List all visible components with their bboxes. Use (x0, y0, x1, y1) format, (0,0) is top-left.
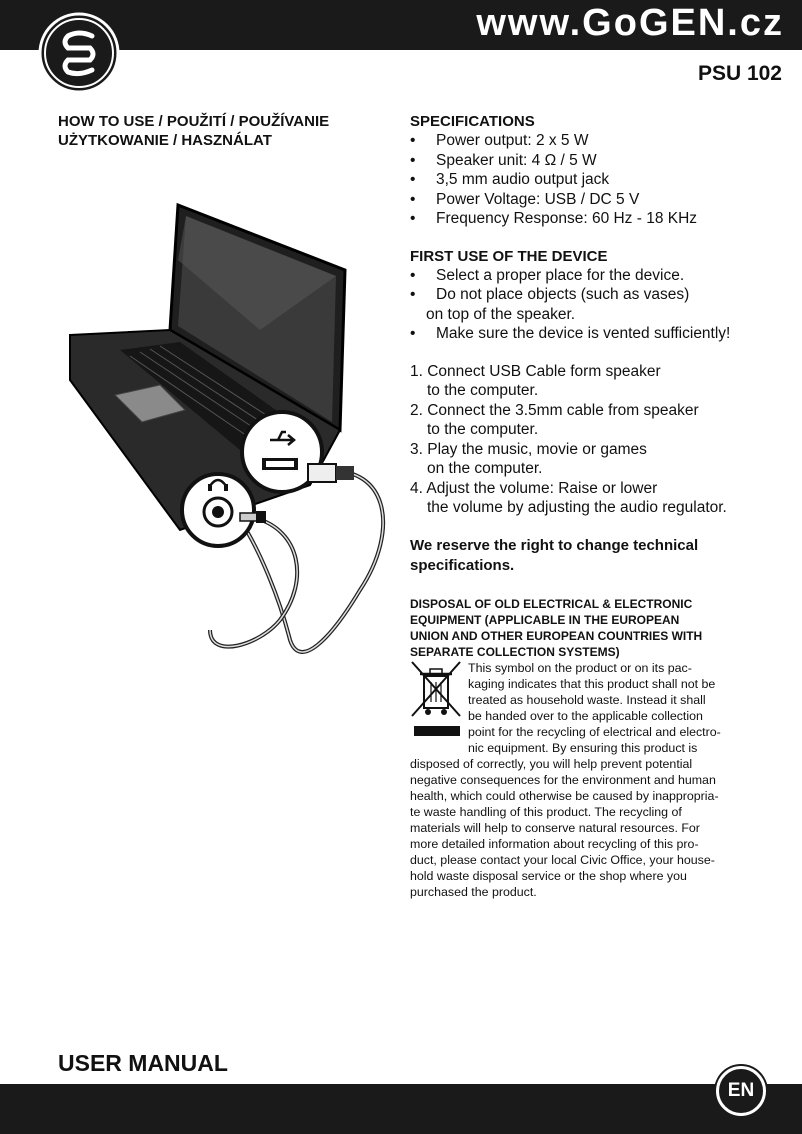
model-number: PSU 102 (697, 62, 782, 85)
step-item: 1. Connect USB Cable form speaker to the computer. (410, 362, 661, 399)
footer-bar (0, 1084, 802, 1134)
disposal-text: This symbol on the product or on its pac- kaging indicates that this product shall not be treated as household waste. Instead it shall be handed over to the applicable collection point for the recycling of electrical and electro- nic equipment. By ensuring this product is disposed of correctly, you will help prevent potential negative consequences for the environment and human health, which could otherwise be caused by inappropria- te waste handling of this product. The recycling of materials will help to conserve natural resources. For more detailed information about recycling of this pro- duct, please contact your local Civic Office, your house- hold waste disposal service or the shop where you purchased the product. (410, 660, 721, 899)
header-bar (0, 0, 802, 50)
right-column (410, 112, 755, 900)
specifications-list (410, 131, 755, 229)
first-use-item: • Select a proper place for the device. (410, 266, 755, 286)
weee-bin-icon (410, 660, 462, 756)
laptop-connection-illustration (60, 200, 400, 670)
spec-item: • Speaker unit: 4 Ω / 5 W (410, 151, 755, 171)
first-use-item: • Do not place objects (such as vases) on top of the speaker. (410, 285, 755, 324)
steps-list (410, 362, 755, 518)
first-use-title: FIRST USE OF THE DEVICE (410, 247, 608, 265)
spec-item: • Power Voltage: USB / DC 5 V (410, 190, 755, 210)
spec-item: • Frequency Response: 60 Hz - 18 KHz (410, 209, 755, 229)
disposal-heading: DISPOSAL OF OLD ELECTRICAL & ELECTRONIC EQUIPMENT (APPLICABLE IN THE EUROPEAN UNION AND OTHER EUROPEAN COUNTRIES WITH SEPARATE COLLECTION SYSTEMS) (410, 596, 703, 659)
step-item: 4. Adjust the volume: Raise or lower the volume by adjusting the audio regulator. (410, 479, 727, 516)
language-badge: EN (716, 1066, 766, 1116)
user-manual-title: USER MANUAL (58, 1050, 228, 1076)
step-item: 3. Play the music, movie or games on the computer. (410, 440, 647, 477)
specifications-title: SPECIFICATIONS (410, 113, 535, 130)
step-item: 2. Connect the 3.5mm cable from speaker to the computer. (410, 401, 699, 438)
site-url: www.GoGEN.cz (476, 2, 784, 44)
spec-item: • Power output: 2 x 5 W (410, 131, 755, 151)
how-to-use-heading: HOW TO USE / POUŽITÍ / POUŽÍVANIE UŻYTKOWANIE / HASZNÁLAT (58, 113, 330, 149)
first-use-item: • Make sure the device is vented sufficiently! (410, 324, 755, 344)
reserve-notice: We reserve the right to change technical specifications. (410, 536, 699, 574)
gogen-logo (38, 12, 120, 94)
spec-item: • 3,5 mm audio output jack (410, 170, 755, 190)
first-use-list (410, 266, 755, 344)
